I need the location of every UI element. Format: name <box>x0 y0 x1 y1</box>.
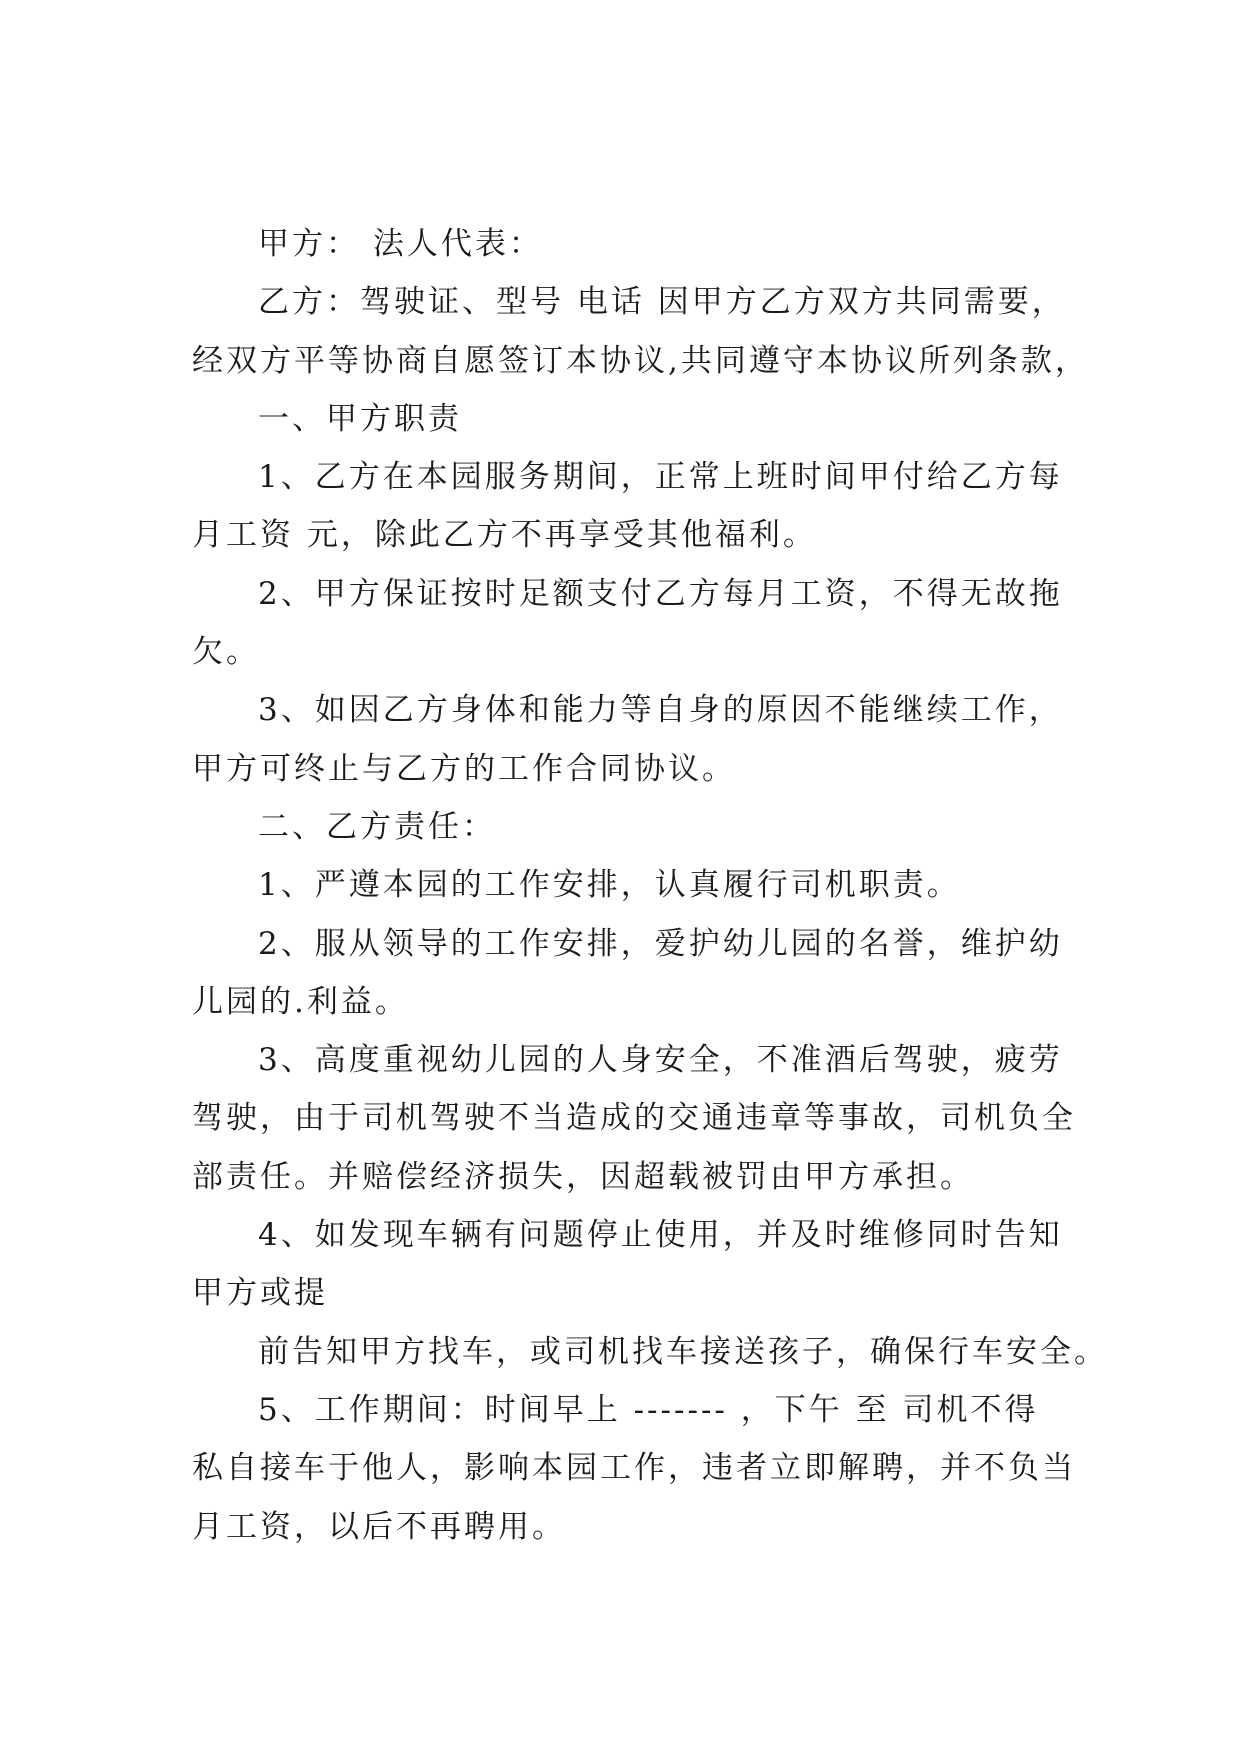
clause-b3-line-1: 3、高度重视幼儿园的人身安全，不准酒后驾驶，疲劳 <box>258 1042 1063 1079</box>
clause-a3-line-2: 甲方可终止与乙方的工作合同协议。 <box>192 750 736 787</box>
party-b-line: 乙方：驾驶证、型号 电话 因甲方乙方双方共同需要， <box>258 284 1066 321</box>
clause-a1-line-2: 月工资 元，除此乙方不再享受其他福利。 <box>192 517 817 554</box>
clause-b4-line-1: 4、如发现车辆有问题停止使用，并及时维修同时告知 <box>258 1217 1063 1254</box>
clause-b5-line-1: 5、工作期间：时间早上 ------- ，下午 至 司机不得 <box>258 1391 1039 1428</box>
section-heading-party-b-duties: 二、乙方责任： <box>258 808 496 845</box>
clause-a2-line-2: 欠。 <box>192 634 260 671</box>
section-heading-party-a-duties: 一、甲方职责 <box>258 400 462 437</box>
clause-a2-line-1: 2、甲方保证按时足额支付乙方每月工资，不得无故拖 <box>258 575 1063 612</box>
clause-a1-line-1: 1、乙方在本园服务期间，正常上班时间甲付给乙方每 <box>258 459 1063 496</box>
clause-b5-line-2: 私自接车于他人，影响本园工作，违者立即解聘，并不负当 <box>192 1450 1076 1487</box>
clause-b1-line-1: 1、严遵本园的工作安排，认真履行司机职责。 <box>258 867 961 904</box>
clause-b4-line-2: 甲方或提 <box>192 1275 328 1312</box>
clause-b4-line-3: 前告知甲方找车，或司机找车接送孩子，确保行车安全。 <box>258 1333 1108 1370</box>
clause-b5-line-3: 月工资，以后不再聘用。 <box>192 1508 566 1545</box>
clause-b2-line-2: 儿园的.利益。 <box>192 983 409 1020</box>
document-body <box>192 215 1108 1556</box>
agreement-intro-line: 经双方平等协商自愿签订本协议,共同遵守本协议所列条款， <box>192 342 1089 379</box>
clause-a3-line-1: 3、如因乙方身体和能力等自身的原因不能继续工作， <box>258 692 1063 729</box>
clause-b2-line-1: 2、服从领导的工作安排，爱护幼儿园的名誉，维护幼 <box>258 925 1063 962</box>
clause-b3-line-2: 驾驶，由于司机驾驶不当造成的交通违章等事故，司机负全 <box>192 1100 1076 1137</box>
party-a-line: 甲方： 法人代表： <box>258 226 543 262</box>
clause-b3-line-3: 部责任。并赔偿经济损失，因超载被罚由甲方承担。 <box>192 1158 974 1195</box>
